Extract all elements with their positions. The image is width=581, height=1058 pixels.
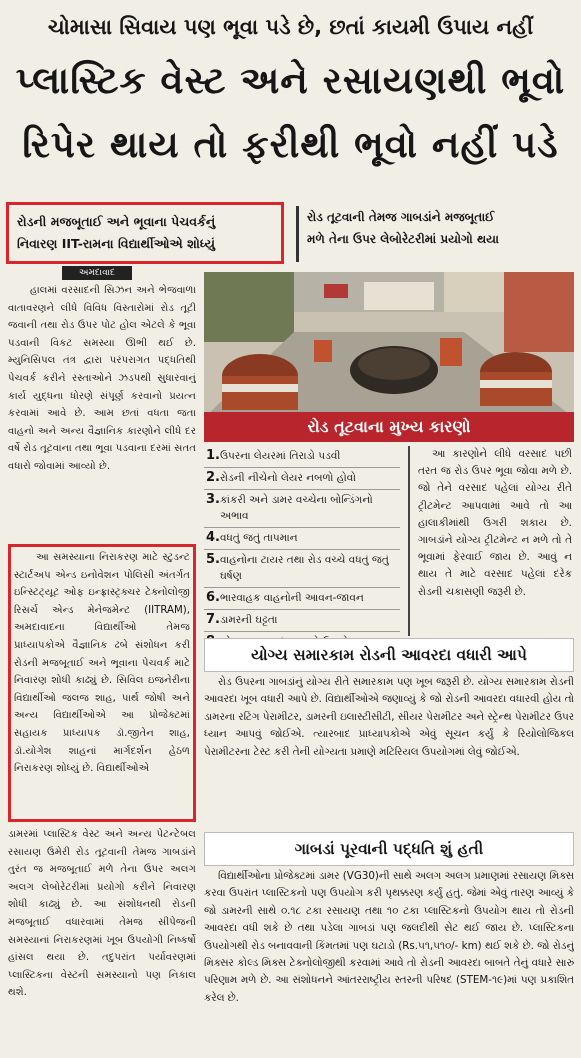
section-paragraph: વિદ્યાર્થીઓના પ્રોજેક્ટમાં ડામર (VG30)ની સાથે અલગ અલગ પ્રમાણમાં રસાયણ મિક્સ કરવા ઉપરાંત પ્લાસ્ટિકનો પણ ઉપયોગ કરી પૃથક્કરણ કર્યું હતું. જેમાં એવું તારણ આવ્યું કે જો ડામરની સાથે ૦.૧૮ ટકા રસાયણ તથા ૧૦ ટકા પ્લાસ્ટિકનો ઉપયોગ થાય તો રોડની આવરદા વધી શકે છે તથા પડેલા ગાબડાં પણ જલદીથી સેટ થઈ જાય છે. પ્લાસ્ટિકના ઉપયોગથી રોડ બનાવવાની કિંમતમાં પણ ઘટાડો (Rs.૫૧,૫૧૦/- km) થઈ શકે છે. જો રોડનું મિક્સર કોલ્ડ મિક્સ ટેક્નોલોજીથી કરવામાં આવે તો રોડની આવરદા બાબતે તેનું વધારે સારું પરિણામ મળે છે. આ સંશોધનને આંતરરાષ્ટ્રીય સ્તરની પરિષદ (STEM-૧૯)માં પણ પ્રકાશિત કરેલ છે. [204, 870, 574, 1004]
article-column-part-3 [8, 826, 196, 1048]
paragraph-intro: હાલમાં વરસાદની સિઝન અને ભેજવાળા વાતાવરણને લીધે વિવિધ વિસ્તારોમાં રોડ તૂટી જવાની તથા રોડ ઉપર પોટ હોલ એટલે કે ભૂવા પડવાની વિકટ સમસ્યા ઊભી થઈ છે. મ્યુનિસિપલ તંત્ર દ્વારા પરંપરાગત પદ્ધતિથી પેચવર્ક કરીને રસ્તાઓને ઝડપથી સુધારવાનું કાર્ય યુદ્ધના ધોરણે સંપૂર્ણ કરવાનો પ્રયત્ન કરવામાં આવે છે. આમ છતાં વધતા જતા વાહનો અને અન્ય વૈજ્ઞાનિક કારણોને લીધે દર વર્ષે રોડ તૂટવાના તથા ભૂવા પડવાના દરમાં સતત વધારો જોવામાં આવ્યો છે. [8, 285, 196, 472]
cause-text: વાહનોના ટાયર તથા રોડ વચ્ચે વધતું જતું ઘર્ષણ [220, 554, 389, 582]
list-item [204, 550, 400, 588]
cause-number: 2. [206, 470, 220, 485]
main-headline-line-1: પ્લાસ્ટિક વેસ્ટ અને રસાયણથી ભૂવો [15, 59, 566, 102]
subheadline-left-line-1: રોડની મજબૂતાઈ અને ભૂવાના પેચવર્કનું [17, 214, 216, 229]
paragraph-findings: ડામરમાં પ્લાસ્ટિક વેસ્ટ અને અન્ય પેટન્ટેબલ રસાયણ ઉમેરી રોડ તૂટવાની તેમજ ગાબડાંને તુરંત જ મજબૂતાઈ મળે તેના ઉપર અલગ અલગ લેબોરેટરીમાં પ્રયોગો કરીને નિવારણ શોધી કાઢ્યું છે. આ સંશોધનથી રોડની મજબૂતાઈ વધારવામાં તેમજ સીપેજની સમસ્યાનાં નિરાકરણમાં ખૂબ ઉપયોગી નિષ્કર્ષો હાંસલ થયા છે. તદુપરાંત પર્યાવરણમાં પ્લાસ્ટિકના વેસ્ટની સમસ્યાનો પણ નિકાલ થશે. [8, 829, 196, 999]
dateline: અમદાવાદ [62, 266, 132, 280]
causes-list [204, 446, 400, 654]
list-item [204, 528, 400, 550]
cause-number: 1. [206, 448, 220, 463]
cause-text: કાંકરી અને ડામર વચ્ચેના બોન્ડિંગનો અભાવ [220, 494, 373, 522]
article-column-part-1 [8, 282, 196, 540]
paragraph-research: આ સમસ્યાના નિરાકરણ માટે સ્ટુડન્ટ સ્ટાર્ટઅપ એન્ડ ઇનોવેશન પોલિસી અંતર્ગત ઇન્સ્ટિટ્યૂટ ઓફ ઇન્ફ્રાસ્ટ્રક્ચર ટેક્નોલોજી રિસર્ચ એન્ડ મેનેજમેન્ટ (IITRAM), અમદાવાદના વિદ્યાર્થીઓ તેમજ પ્રાધ્યાપકોએ વૈજ્ઞાનિક ઢબે સંશોધન કરી રોડની મજબૂતાઈ અને ભૂવાના પેચવર્ક માટે નિવારણ શોધી કાઢ્યું છે. સિવિલ ઇજનેરીના વિદ્યાર્થીઓ જલજ શાહ, પાર્થ જોષી અને અન્ય વિદ્યાર્થીઓએ આ પ્રોજેક્ટમાં સહાયક પ્રાધ્યાપક ડૉ.જીતેન શાહ, ડૉ.યોગેશ શાહનાં માર્ગદર્શન હેઠળ નિરાકરણ શોધ્યું છે. વિદ્યાર્થીઓએ [14, 552, 190, 775]
cause-number: 4. [206, 530, 220, 545]
article-column-part-2-highlighted [8, 544, 196, 822]
pothole-photo [204, 272, 574, 418]
cause-text: ડામરની ઘટ્ટતા [220, 614, 278, 626]
section-heading-repair: યોગ્ય સમારકામ રોડની આવરદા વધારી આપે [204, 638, 574, 672]
section-text-method [204, 868, 574, 1048]
subheadline-left-line-2: નિવારણ IIT-રામના વિદ્યાર્થીઓએ શોધ્યું [17, 236, 216, 251]
cause-text: વધતું જતું તાપમાન [220, 532, 298, 544]
section-heading-method: ગાબડાં પૂરવાની પદ્ધતિ શું હતી [204, 832, 574, 866]
list-item [204, 446, 400, 468]
cause-text: રોડની નીચેનો લેયર નબળો હોવો [220, 472, 356, 484]
cause-number: 5. [206, 552, 220, 567]
cause-number: 6. [206, 590, 220, 605]
list-item [204, 610, 400, 632]
cause-number: 7. [206, 612, 220, 627]
list-item [204, 468, 400, 490]
cause-text: ભારવાહક વાહનોની આવન-જાવન [220, 592, 364, 604]
kicker-headline: ચોમાસા સિવાય પણ ભૂવા પડે છે, છતાં કાયમી ઉપાય નહીં [47, 15, 534, 39]
subheadline-right-line-2: મળે તેના ઉપર લેબોરેટરીમાં પ્રયોગો થયા [307, 232, 499, 246]
causes-note [408, 446, 572, 636]
main-headline-line-2: રિપેર થાય તો ફરીથી ભૂવો નહીં પડે [22, 123, 559, 166]
section-text-repair [204, 674, 574, 828]
cause-text: ઉપરના લેયરમાં તિરાડો પડવી [220, 450, 341, 462]
subheadline-right-line-1: રોડ તૂટવાની તેમજ ગાબડાંને મજબૂતાઈ [307, 210, 495, 224]
list-item [204, 490, 400, 528]
section-paragraph: રોડ ઉપરના ગાબડાંનું યોગ્ય રીતે સમારકામ પણ ખૂબ જરૂરી છે. યોગ્ય સમારકામ રોડની આવરદા ખૂબ વધારી આપે છે. વિદ્યાર્થીઓએ જણાવ્યું કે જો રોડની આવરદા વધારવી હોય તો ડામરના રટિંગ પેરામીટર, ડામરની ઇલાસ્ટીસીટી, સીયર પેરામીટર અને સ્ટ્રેન્થ પેરામીટર ઉપર ધ્યાન આપવું જોઈએ. ત્યારબાદ પ્રાધ્યાપકોએ એવું સૂચન કર્યું કે રિયોલોજિકલ પેરામીટરના ટેસ્ટ કરી તેની યોગ્યતા પ્રમાણે મટિરિયલ ઉપયોગમાં લેવું જોઈએ. [204, 676, 574, 758]
subheadline-right [296, 206, 576, 262]
causes-banner: રોડ તૂટવાના મુખ્ય કારણો [204, 412, 574, 442]
subheadline-left [6, 202, 284, 264]
causes-note-text: આ કારણોને લીધે વરસાદ પછી તરત જ રોડ ઉપર ભૂવા જોવા મળે છે. જો તેને વરસાદ પહેલાં યોગ્ય રીતે ટ્રીટમેન્ટ આપવામાં આવે તો આ હાલાકીમાંથી ઉગરી શકાય છે. ગાબડાંને યોગ્ય ટ્રીટમેન્ટ ન મળે તો તે ભૂવામાં ફેરવાઈ જાય છે. આવું ન થાય તે માટે વરસાદ પહેલાં દરેક રોડની ચકાસણી જરૂરી છે. [418, 448, 572, 598]
cause-number: 3. [206, 492, 220, 507]
list-item [204, 588, 400, 610]
pothole-illustration [204, 272, 574, 418]
